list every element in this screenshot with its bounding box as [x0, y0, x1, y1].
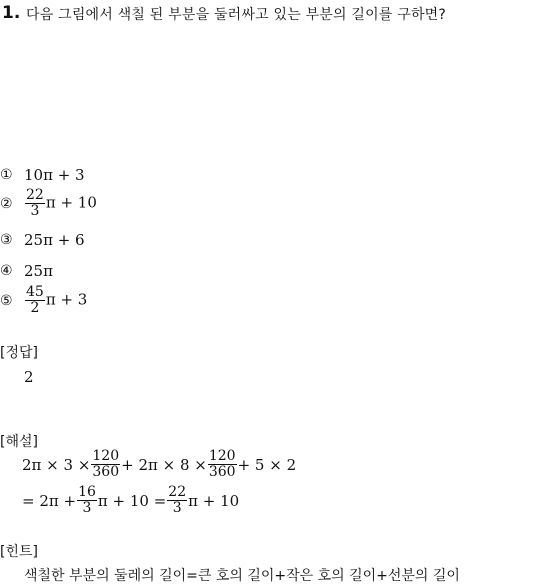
choice-2-rest: π + 10 [45, 193, 97, 212]
choice-2-fraction [25, 188, 45, 219]
solution-line-1-fraction-2 [208, 449, 237, 480]
fraction-denominator: 360 [208, 464, 236, 480]
solution-line-1-part-3: + 5 × 2 [237, 455, 297, 474]
fraction-numerator: 22 [168, 484, 187, 500]
fraction-numerator: 120 [92, 448, 120, 464]
choice-5[interactable] [0, 285, 87, 316]
choice-5-denominator: 2 [30, 300, 40, 316]
choice-5-mark: ⑤ [0, 292, 13, 309]
choice-1-mark: ① [0, 167, 13, 183]
solution-line-2-part-2: π + 10 = [97, 491, 167, 510]
choice-5-rest: π + 3 [45, 290, 88, 309]
solution-line-2-part-1: = 2π + [22, 491, 77, 510]
solution-line-1 [22, 449, 296, 480]
fraction-numerator: 120 [208, 448, 236, 464]
choice-3-expr: 25π + 6 [24, 231, 85, 249]
choice-4-expr: 25π [24, 262, 53, 280]
answer-label: [정답] [0, 345, 38, 361]
choice-2-denominator: 3 [30, 203, 40, 219]
choice-5-expr [24, 285, 87, 316]
choice-2-expr [24, 188, 97, 219]
answer-value: 2 [24, 368, 34, 386]
solution-line-2-part-3: π + 10 [188, 491, 240, 510]
choice-4[interactable] [0, 262, 53, 280]
choice-3-mark: ③ [0, 232, 13, 248]
fraction-numerator: 16 [78, 484, 96, 500]
fraction-denominator: 3 [82, 500, 92, 516]
question-text: 다음 그림에서 색칠 된 부분을 둘러싸고 있는 부분의 길이를 구하면? [26, 7, 447, 23]
fraction-denominator: 360 [92, 464, 120, 480]
choice-3[interactable] [0, 231, 85, 249]
choice-1[interactable] [0, 166, 85, 184]
choice-5-numerator: 45 [26, 284, 44, 300]
choice-1-expr: 10π + 3 [24, 166, 85, 184]
choice-2-numerator: 22 [26, 187, 44, 203]
solution-line-1-fraction-1 [91, 449, 120, 480]
choice-5-fraction [25, 285, 45, 316]
solution-line-1-part-2: + 2π × 8 × [121, 455, 207, 474]
solution-line-2-fraction-2 [167, 485, 187, 516]
hint-text: 색칠한 부분의 둘레의 길이=큰 호의 길이+작은 호의 길이+선분의 길이 [24, 568, 460, 584]
choice-2[interactable] [0, 188, 97, 219]
fraction-denominator: 3 [172, 500, 182, 516]
figure-area [30, 40, 490, 160]
choice-2-mark: ② [0, 195, 13, 212]
question-number: 1. [2, 3, 21, 23]
solution-line-2-fraction-1 [77, 485, 97, 516]
choice-4-mark: ④ [0, 263, 13, 279]
solution-line-1-part-1: 2π × 3 × [22, 455, 91, 474]
solution-label: [해설] [0, 434, 38, 450]
solution-line-2 [22, 485, 239, 516]
hint-label: [힌트] [0, 544, 38, 560]
